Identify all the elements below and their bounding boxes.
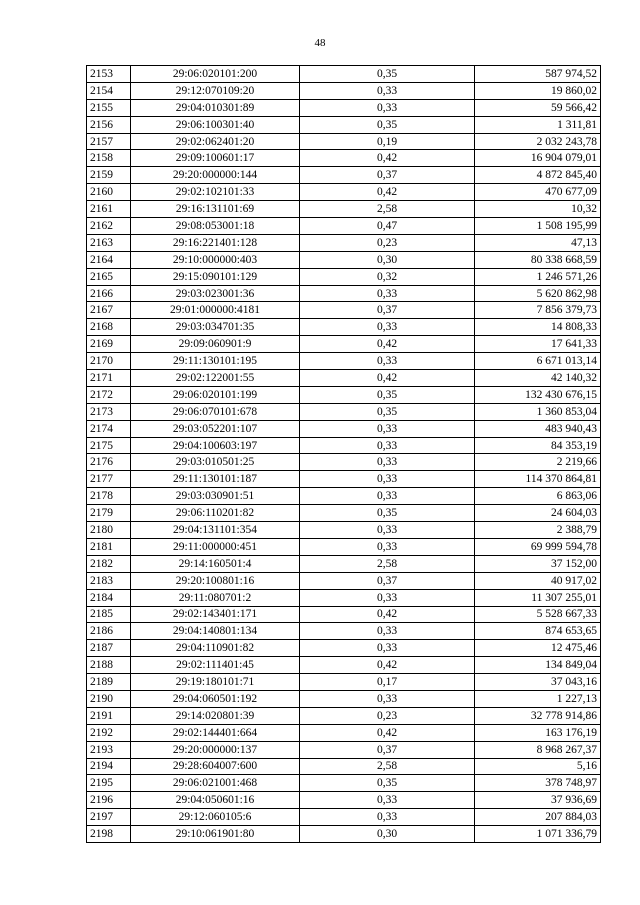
rate-cell: 0,33 bbox=[300, 420, 475, 437]
table-body bbox=[87, 66, 601, 843]
rate-cell: 0,35 bbox=[300, 66, 475, 83]
value-cell: 47,13 bbox=[475, 234, 601, 251]
row-number-cell: 2195 bbox=[87, 775, 131, 792]
row-number-cell: 2180 bbox=[87, 522, 131, 539]
row-number-cell: 2197 bbox=[87, 809, 131, 826]
rate-cell: 0,33 bbox=[300, 623, 475, 640]
table-row bbox=[87, 353, 601, 370]
row-number-cell: 2158 bbox=[87, 150, 131, 167]
cadastral-number-cell: 29:20:100801:16 bbox=[131, 572, 300, 589]
rate-cell: 0,19 bbox=[300, 133, 475, 150]
table-row bbox=[87, 437, 601, 454]
table-row bbox=[87, 505, 601, 522]
value-cell: 132 430 676,15 bbox=[475, 386, 601, 403]
row-number-cell: 2182 bbox=[87, 555, 131, 572]
cadastral-number-cell: 29:08:053001:18 bbox=[131, 218, 300, 235]
cadastral-number-cell: 29:03:030901:51 bbox=[131, 488, 300, 505]
cadastral-number-cell: 29:06:020101:200 bbox=[131, 66, 300, 83]
table-row bbox=[87, 167, 601, 184]
rate-cell: 0,17 bbox=[300, 674, 475, 691]
value-cell: 483 940,43 bbox=[475, 420, 601, 437]
cadastral-number-cell: 29:06:021001:468 bbox=[131, 775, 300, 792]
rate-cell: 0,33 bbox=[300, 454, 475, 471]
cadastral-number-cell: 29:04:110901:82 bbox=[131, 640, 300, 657]
table-row bbox=[87, 690, 601, 707]
rate-cell: 0,23 bbox=[300, 234, 475, 251]
cadastral-number-cell: 29:02:144401:664 bbox=[131, 724, 300, 741]
row-number-cell: 2188 bbox=[87, 657, 131, 674]
cadastral-number-cell: 29:03:052201:107 bbox=[131, 420, 300, 437]
value-cell: 12 475,46 bbox=[475, 640, 601, 657]
table-row bbox=[87, 66, 601, 83]
cadastral-number-cell: 29:12:070109:20 bbox=[131, 82, 300, 99]
cadastral-number-cell: 29:04:131101:354 bbox=[131, 522, 300, 539]
cadastral-number-cell: 29:01:000000:4181 bbox=[131, 302, 300, 319]
value-cell: 1 360 853,04 bbox=[475, 403, 601, 420]
rate-cell: 0,37 bbox=[300, 302, 475, 319]
table-row bbox=[87, 302, 601, 319]
table-row bbox=[87, 640, 601, 657]
table-row bbox=[87, 657, 601, 674]
rate-cell: 0,33 bbox=[300, 319, 475, 336]
rate-cell: 0,42 bbox=[300, 150, 475, 167]
value-cell: 84 353,19 bbox=[475, 437, 601, 454]
rate-cell: 0,33 bbox=[300, 522, 475, 539]
value-cell: 6 671 013,14 bbox=[475, 353, 601, 370]
cadastral-number-cell: 29:06:110201:82 bbox=[131, 505, 300, 522]
rate-cell: 0,35 bbox=[300, 116, 475, 133]
rate-cell: 0,30 bbox=[300, 251, 475, 268]
value-cell: 1 246 571,26 bbox=[475, 268, 601, 285]
table-row bbox=[87, 370, 601, 387]
row-number-cell: 2186 bbox=[87, 623, 131, 640]
row-number-cell: 2153 bbox=[87, 66, 131, 83]
table-row bbox=[87, 386, 601, 403]
rate-cell: 0,37 bbox=[300, 167, 475, 184]
cadastral-number-cell: 29:03:010501:25 bbox=[131, 454, 300, 471]
cadastral-number-cell: 29:06:020101:199 bbox=[131, 386, 300, 403]
rate-cell: 0,42 bbox=[300, 184, 475, 201]
table-row bbox=[87, 420, 601, 437]
row-number-cell: 2163 bbox=[87, 234, 131, 251]
rate-cell: 0,33 bbox=[300, 589, 475, 606]
value-cell: 114 370 864,81 bbox=[475, 471, 601, 488]
row-number-cell: 2154 bbox=[87, 82, 131, 99]
table-row bbox=[87, 454, 601, 471]
rate-cell: 0,35 bbox=[300, 775, 475, 792]
table-row bbox=[87, 589, 601, 606]
cadastral-number-cell: 29:04:100603:197 bbox=[131, 437, 300, 454]
row-number-cell: 2192 bbox=[87, 724, 131, 741]
cadastral-number-cell: 29:04:050601:16 bbox=[131, 792, 300, 809]
table-row bbox=[87, 826, 601, 843]
cadastral-number-cell: 29:28:604007:600 bbox=[131, 758, 300, 775]
rate-cell: 2,58 bbox=[300, 555, 475, 572]
table-row bbox=[87, 707, 601, 724]
row-number-cell: 2198 bbox=[87, 826, 131, 843]
rate-cell: 0,33 bbox=[300, 809, 475, 826]
value-cell: 69 999 594,78 bbox=[475, 538, 601, 555]
row-number-cell: 2161 bbox=[87, 201, 131, 218]
value-cell: 470 677,09 bbox=[475, 184, 601, 201]
row-number-cell: 2168 bbox=[87, 319, 131, 336]
table-row bbox=[87, 99, 601, 116]
row-number-cell: 2185 bbox=[87, 606, 131, 623]
row-number-cell: 2162 bbox=[87, 218, 131, 235]
value-cell: 10,32 bbox=[475, 201, 601, 218]
cadastral-number-cell: 29:03:023001:36 bbox=[131, 285, 300, 302]
rate-cell: 0,37 bbox=[300, 741, 475, 758]
value-cell: 134 849,04 bbox=[475, 657, 601, 674]
table-row bbox=[87, 184, 601, 201]
row-number-cell: 2155 bbox=[87, 99, 131, 116]
value-cell: 17 641,33 bbox=[475, 336, 601, 353]
rate-cell: 0,33 bbox=[300, 285, 475, 302]
cadastral-number-cell: 29:20:000000:137 bbox=[131, 741, 300, 758]
value-cell: 32 778 914,86 bbox=[475, 707, 601, 724]
rate-cell: 0,33 bbox=[300, 471, 475, 488]
row-number-cell: 2169 bbox=[87, 336, 131, 353]
cadastral-number-cell: 29:04:060501:192 bbox=[131, 690, 300, 707]
rate-cell: 0,33 bbox=[300, 488, 475, 505]
rate-cell: 0,23 bbox=[300, 707, 475, 724]
table-row bbox=[87, 809, 601, 826]
row-number-cell: 2175 bbox=[87, 437, 131, 454]
value-cell: 1 508 195,99 bbox=[475, 218, 601, 235]
cadastral-number-cell: 29:02:062401:20 bbox=[131, 133, 300, 150]
table-row bbox=[87, 555, 601, 572]
row-number-cell: 2172 bbox=[87, 386, 131, 403]
table-row bbox=[87, 133, 601, 150]
value-cell: 163 176,19 bbox=[475, 724, 601, 741]
rate-cell: 0,33 bbox=[300, 437, 475, 454]
cadastral-number-cell: 29:11:000000:451 bbox=[131, 538, 300, 555]
row-number-cell: 2165 bbox=[87, 268, 131, 285]
table-row bbox=[87, 792, 601, 809]
value-cell: 4 872 845,40 bbox=[475, 167, 601, 184]
value-cell: 80 338 668,59 bbox=[475, 251, 601, 268]
row-number-cell: 2190 bbox=[87, 690, 131, 707]
value-cell: 2 219,66 bbox=[475, 454, 601, 471]
table-row bbox=[87, 268, 601, 285]
table-row bbox=[87, 538, 601, 555]
value-cell: 6 863,06 bbox=[475, 488, 601, 505]
rate-cell: 0,47 bbox=[300, 218, 475, 235]
value-cell: 5 620 862,98 bbox=[475, 285, 601, 302]
value-cell: 7 856 379,73 bbox=[475, 302, 601, 319]
rate-cell: 2,58 bbox=[300, 758, 475, 775]
table-row bbox=[87, 741, 601, 758]
cadastral-number-cell: 29:09:100601:17 bbox=[131, 150, 300, 167]
rate-cell: 0,33 bbox=[300, 82, 475, 99]
value-cell: 587 974,52 bbox=[475, 66, 601, 83]
cadastral-number-cell: 29:16:131101:69 bbox=[131, 201, 300, 218]
rate-cell: 0,33 bbox=[300, 690, 475, 707]
cadastral-number-cell: 29:20:000000:144 bbox=[131, 167, 300, 184]
table-row bbox=[87, 606, 601, 623]
cadastral-number-cell: 29:03:034701:35 bbox=[131, 319, 300, 336]
row-number-cell: 2174 bbox=[87, 420, 131, 437]
rate-cell: 0,33 bbox=[300, 640, 475, 657]
rate-cell: 0,32 bbox=[300, 268, 475, 285]
value-cell: 16 904 079,01 bbox=[475, 150, 601, 167]
value-cell: 42 140,32 bbox=[475, 370, 601, 387]
table-row bbox=[87, 285, 601, 302]
value-cell: 5,16 bbox=[475, 758, 601, 775]
row-number-cell: 2189 bbox=[87, 674, 131, 691]
row-number-cell: 2170 bbox=[87, 353, 131, 370]
rate-cell: 0,33 bbox=[300, 538, 475, 555]
cadastral-number-cell: 29:04:010301:89 bbox=[131, 99, 300, 116]
cadastral-number-cell: 29:11:130101:187 bbox=[131, 471, 300, 488]
rate-cell: 0,30 bbox=[300, 826, 475, 843]
rate-cell: 2,58 bbox=[300, 201, 475, 218]
row-number-cell: 2156 bbox=[87, 116, 131, 133]
rate-cell: 0,33 bbox=[300, 792, 475, 809]
value-cell: 1 227,13 bbox=[475, 690, 601, 707]
rate-cell: 0,37 bbox=[300, 572, 475, 589]
row-number-cell: 2167 bbox=[87, 302, 131, 319]
value-cell: 1 311,81 bbox=[475, 116, 601, 133]
rate-cell: 0,35 bbox=[300, 386, 475, 403]
cadastral-number-cell: 29:11:130101:195 bbox=[131, 353, 300, 370]
rate-cell: 0,33 bbox=[300, 353, 475, 370]
cadastral-number-cell: 29:02:122001:55 bbox=[131, 370, 300, 387]
value-cell: 378 748,97 bbox=[475, 775, 601, 792]
row-number-cell: 2160 bbox=[87, 184, 131, 201]
row-number-cell: 2177 bbox=[87, 471, 131, 488]
cadastral-number-cell: 29:15:090101:129 bbox=[131, 268, 300, 285]
row-number-cell: 2196 bbox=[87, 792, 131, 809]
value-cell: 59 566,42 bbox=[475, 99, 601, 116]
value-cell: 2 032 243,78 bbox=[475, 133, 601, 150]
value-cell: 19 860,02 bbox=[475, 82, 601, 99]
rate-cell: 0,42 bbox=[300, 370, 475, 387]
row-number-cell: 2179 bbox=[87, 505, 131, 522]
rate-cell: 0,42 bbox=[300, 657, 475, 674]
cadastral-number-cell: 29:02:111401:45 bbox=[131, 657, 300, 674]
value-cell: 37 043,16 bbox=[475, 674, 601, 691]
value-cell: 11 307 255,01 bbox=[475, 589, 601, 606]
table-row bbox=[87, 251, 601, 268]
table-row bbox=[87, 775, 601, 792]
cadastral-number-cell: 29:10:000000:403 bbox=[131, 251, 300, 268]
table-row bbox=[87, 319, 601, 336]
value-cell: 2 388,79 bbox=[475, 522, 601, 539]
row-number-cell: 2159 bbox=[87, 167, 131, 184]
value-cell: 37 936,69 bbox=[475, 792, 601, 809]
table-row bbox=[87, 488, 601, 505]
cadastral-number-cell: 29:14:020801:39 bbox=[131, 707, 300, 724]
row-number-cell: 2193 bbox=[87, 741, 131, 758]
cadastral-number-cell: 29:04:140801:134 bbox=[131, 623, 300, 640]
row-number-cell: 2183 bbox=[87, 572, 131, 589]
row-number-cell: 2184 bbox=[87, 589, 131, 606]
row-number-cell: 2187 bbox=[87, 640, 131, 657]
table-row bbox=[87, 82, 601, 99]
value-cell: 24 604,03 bbox=[475, 505, 601, 522]
cadastral-number-cell: 29:09:060901:9 bbox=[131, 336, 300, 353]
page-number: 48 bbox=[314, 37, 326, 49]
rate-cell: 0,42 bbox=[300, 606, 475, 623]
cadastral-number-cell: 29:06:070101:678 bbox=[131, 403, 300, 420]
table-row bbox=[87, 234, 601, 251]
table-row bbox=[87, 724, 601, 741]
cadastral-number-cell: 29:10:061901:80 bbox=[131, 826, 300, 843]
table-row bbox=[87, 623, 601, 640]
rate-cell: 0,42 bbox=[300, 336, 475, 353]
row-number-cell: 2178 bbox=[87, 488, 131, 505]
cadastral-number-cell: 29:06:100301:40 bbox=[131, 116, 300, 133]
value-cell: 40 917,02 bbox=[475, 572, 601, 589]
table-row bbox=[87, 336, 601, 353]
value-cell: 5 528 667,33 bbox=[475, 606, 601, 623]
table-row bbox=[87, 116, 601, 133]
row-number-cell: 2166 bbox=[87, 285, 131, 302]
cadastral-number-cell: 29:14:160501:4 bbox=[131, 555, 300, 572]
cadastral-number-cell: 29:12:060105:6 bbox=[131, 809, 300, 826]
row-number-cell: 2176 bbox=[87, 454, 131, 471]
table-row bbox=[87, 758, 601, 775]
rate-cell: 0,42 bbox=[300, 724, 475, 741]
table-row bbox=[87, 522, 601, 539]
cadastral-number-cell: 29:11:080701:2 bbox=[131, 589, 300, 606]
rate-cell: 0,33 bbox=[300, 99, 475, 116]
table-row bbox=[87, 218, 601, 235]
row-number-cell: 2171 bbox=[87, 370, 131, 387]
table-row bbox=[87, 150, 601, 167]
table-row bbox=[87, 471, 601, 488]
value-cell: 874 653,65 bbox=[475, 623, 601, 640]
data-table bbox=[86, 65, 601, 843]
row-number-cell: 2173 bbox=[87, 403, 131, 420]
table-row bbox=[87, 403, 601, 420]
cadastral-number-cell: 29:02:102101:33 bbox=[131, 184, 300, 201]
value-cell: 1 071 336,79 bbox=[475, 826, 601, 843]
rate-cell: 0,35 bbox=[300, 403, 475, 420]
cadastral-number-cell: 29:02:143401:171 bbox=[131, 606, 300, 623]
row-number-cell: 2181 bbox=[87, 538, 131, 555]
value-cell: 37 152,00 bbox=[475, 555, 601, 572]
cadastral-number-cell: 29:19:180101:71 bbox=[131, 674, 300, 691]
row-number-cell: 2164 bbox=[87, 251, 131, 268]
table-row bbox=[87, 674, 601, 691]
table-row bbox=[87, 572, 601, 589]
row-number-cell: 2191 bbox=[87, 707, 131, 724]
cadastral-number-cell: 29:16:221401:128 bbox=[131, 234, 300, 251]
row-number-cell: 2157 bbox=[87, 133, 131, 150]
value-cell: 8 968 267,37 bbox=[475, 741, 601, 758]
rate-cell: 0,35 bbox=[300, 505, 475, 522]
row-number-cell: 2194 bbox=[87, 758, 131, 775]
value-cell: 14 808,33 bbox=[475, 319, 601, 336]
table-row bbox=[87, 201, 601, 218]
value-cell: 207 884,03 bbox=[475, 809, 601, 826]
